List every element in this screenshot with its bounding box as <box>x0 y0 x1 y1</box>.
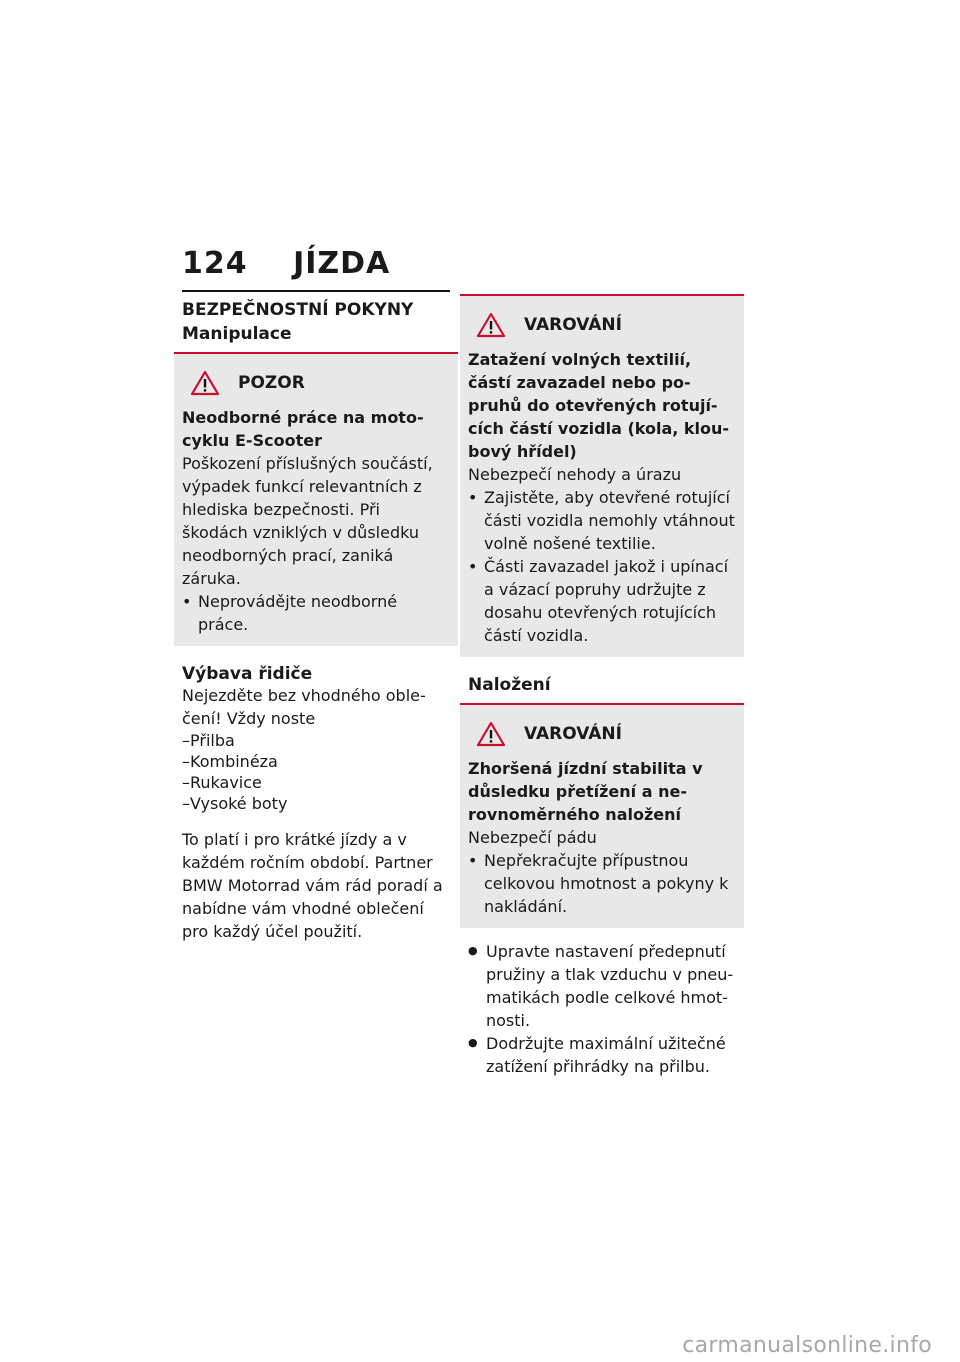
warning-box <box>460 703 744 928</box>
left-column <box>182 290 450 943</box>
list-item: – Kombinéza <box>182 751 450 772</box>
warning-title <box>468 312 736 338</box>
equipment-intro: Nejezděte bez vhodného oblečení! Vždy noste <box>182 686 426 728</box>
warning-box <box>460 294 744 657</box>
caution-title <box>182 370 450 396</box>
right-column <box>468 290 736 1078</box>
chapter-title: JÍZDA <box>293 246 391 281</box>
warning-title <box>468 721 736 747</box>
list-item: • Části zavazadel jakož i upínací a vázací popruhy udržujte z dosahu otevřených rotujících částí vozidla. <box>468 555 736 647</box>
loading-title: Naložení <box>468 675 551 695</box>
equipment-note: To platí i pro krátké jízdy a v každém ročním období. Partner BMW Motorrad vám rád poradí a nabídne vám vhodné oblečení pro každý účel použití. <box>182 830 443 941</box>
page-number: 124 <box>182 246 248 281</box>
section-rule <box>182 290 450 352</box>
warning-bullets <box>468 486 736 647</box>
page-header <box>182 246 390 281</box>
warning-triangle-icon <box>190 370 220 396</box>
caution-heading: Neodborné práce na motocyklu E-Scooter <box>182 408 424 450</box>
warning-body: Nebezpečí pádu <box>468 828 597 847</box>
list-item: – Rukavice <box>182 772 450 793</box>
caution-bullets <box>182 590 450 636</box>
list-item: – Vysoké boty <box>182 793 450 814</box>
warning-heading: Zatažení volných textilií, částí zavazadel nebo popruhů do otevřených rotujících částí vozidla (kola, kloubový hřídel) <box>468 350 730 461</box>
list-item: – Přilba <box>182 730 450 751</box>
caution-label: POZOR <box>238 373 305 393</box>
instruction-steps <box>468 940 736 1078</box>
warning-triangle-icon <box>476 312 506 338</box>
warning-body: Nebezpečí nehody a úrazu <box>468 465 682 484</box>
equipment-title: Výbava řidiče <box>182 664 313 684</box>
subsection-title: Manipulace <box>182 324 292 344</box>
list-item: • Neprovádějte neodborné práce. <box>182 590 450 636</box>
warning-bullets <box>468 849 736 918</box>
section-title: BEZPEČNOSTNÍ POKYNY <box>182 300 414 320</box>
caution-body: Poškození příslušných součástí, výpadek funkcí relevantních z hlediska bezpečnosti. Při škodách vzniklých v důsledku neodborných prací, zaniká záruka. <box>182 454 433 588</box>
list-item: ● Upravte nastavení předepnutí pružiny a tlak vzduchu v pneumatikách podle celkové hmotnosti. <box>468 940 736 1032</box>
list-item: • Nepřekračujte přípustnou celkovou hmotnost a pokyny k nakládání. <box>468 849 736 918</box>
warning-label: VAROVÁNÍ <box>524 315 622 335</box>
list-item: ● Dodržujte maximální užitečné zatížení přihrádky na přilbu. <box>468 1032 736 1078</box>
warning-heading: Zhoršená jízdní stabilita v důsledku přetížení a nerovnoměrného naložení <box>468 759 703 824</box>
warning-label: VAROVÁNÍ <box>524 724 622 744</box>
equipment-list <box>182 730 450 814</box>
list-item: • Zajistěte, aby otevřené rotující části vozidla nemohly vtáhnout volně nošené textilie. <box>468 486 736 555</box>
watermark: carmanualsonline.info <box>682 1333 932 1358</box>
warning-triangle-icon <box>476 721 506 747</box>
caution-box <box>174 352 458 646</box>
